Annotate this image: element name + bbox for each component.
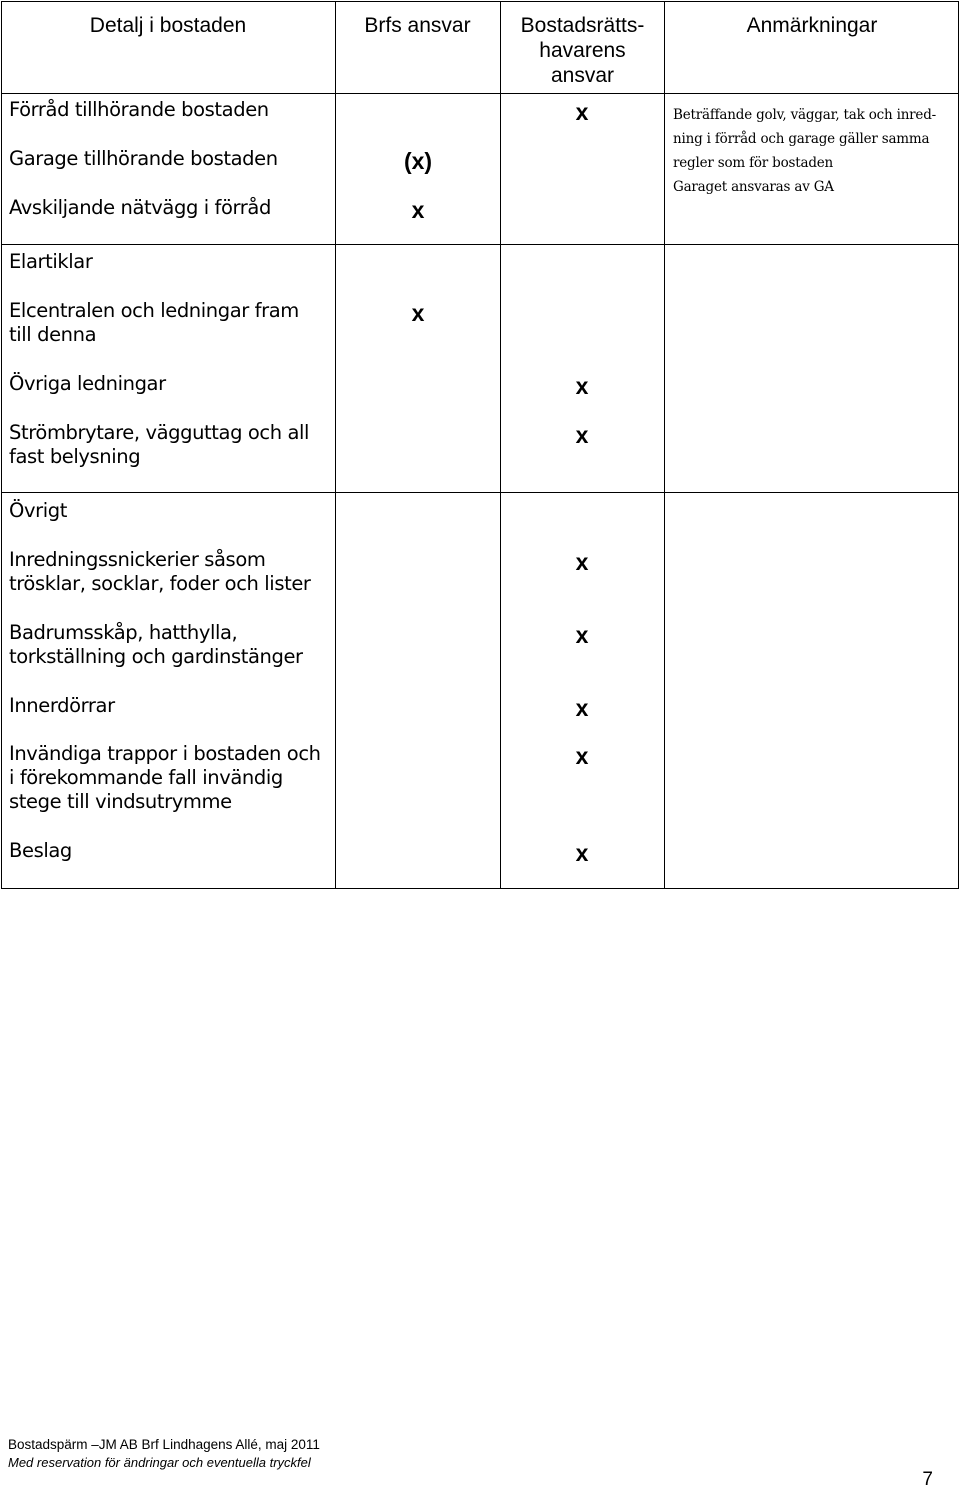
row-label-beslag: Beslag xyxy=(9,839,72,862)
row-label-line: i förekommande fall invändig xyxy=(9,766,283,789)
note-line: ning i förråd och garage gäller samma xyxy=(673,131,930,147)
table-border-top xyxy=(1,1,959,2)
section-heading-elartiklar: Elartiklar xyxy=(9,250,93,273)
row-label-elcentral xyxy=(9,299,329,347)
table-border-right xyxy=(958,1,959,889)
note-text xyxy=(673,103,953,199)
row-label-innerdorrar: Innerdörrar xyxy=(9,694,115,717)
row-label-line: Strömbrytare, vägguttag och all xyxy=(9,421,310,444)
row-label-garage: Garage tillhörande bostaden xyxy=(9,147,278,170)
section-heading-ovrigt: Övrigt xyxy=(9,499,67,522)
row-label-line: Invändiga trappor i bostaden och xyxy=(9,742,321,765)
owner-mark-innerdorrar: x xyxy=(575,695,589,721)
section-divider xyxy=(1,492,959,493)
owner-mark-ovriga-ledningar: x xyxy=(575,373,589,399)
note-line: Garaget ansvaras av GA xyxy=(673,179,834,195)
header-notes: Anmärkningar xyxy=(746,14,878,37)
header-owner-line: havarens xyxy=(539,39,626,62)
brf-mark-garage: (x) xyxy=(403,148,433,174)
footer-disclaimer: Med reservation för ändringar och eventuella tryckfel xyxy=(8,1455,311,1470)
brf-mark-natvagg: x xyxy=(411,197,425,223)
note-line: regler som för bostaden xyxy=(673,155,834,171)
row-label-trappor xyxy=(9,742,329,814)
row-label-line: till denna xyxy=(9,323,97,346)
row-label-natvagg: Avskiljande nätvägg i förråd xyxy=(9,196,271,219)
header-owner xyxy=(501,13,664,88)
owner-mark-trappor: x xyxy=(575,743,589,769)
row-label-strombrytare xyxy=(9,421,329,469)
row-label-line: Badrumsskåp, hatthylla, xyxy=(9,621,238,644)
page-number: 7 xyxy=(922,1469,933,1490)
row-label-ovriga-ledningar: Övriga ledningar xyxy=(9,372,166,395)
table-border-left xyxy=(1,1,2,889)
column-divider xyxy=(335,1,336,889)
row-label-line: Elcentralen och ledningar fram xyxy=(9,299,299,322)
note-line: Beträffande golv, väggar, tak och inred- xyxy=(673,107,937,123)
owner-mark-beslag: x xyxy=(575,840,589,866)
row-label-forrad: Förråd tillhörande bostaden xyxy=(9,98,269,121)
column-divider xyxy=(664,1,665,889)
owner-mark-strombrytare: x xyxy=(575,422,589,448)
table-border-bottom xyxy=(1,888,959,889)
header-brf: Brfs ansvar xyxy=(364,14,471,37)
row-label-line: stege till vindsutrymme xyxy=(9,790,232,813)
owner-mark-forrad: x xyxy=(575,99,589,125)
footer-document-title: Bostadspärm –JM AB Brf Lindhagens Allé, maj 2011 xyxy=(8,1437,320,1452)
header-divider xyxy=(1,93,959,94)
column-divider xyxy=(500,1,501,889)
brf-mark-elcentral: x xyxy=(411,300,425,326)
row-label-line: trösklar, socklar, foder och lister xyxy=(9,572,311,595)
header-owner-line: ansvar xyxy=(550,64,615,87)
row-label-line: Inredningssnickerier såsom xyxy=(9,548,266,571)
responsibility-table xyxy=(1,1,959,889)
header-detail: Detalj i bostaden xyxy=(89,14,247,37)
owner-mark-badrum: x xyxy=(575,622,589,648)
row-label-badrum xyxy=(9,621,329,669)
row-label-snickerier xyxy=(9,548,329,596)
row-label-line: fast belysning xyxy=(9,445,141,468)
header-owner-line: Bostadsrätts- xyxy=(520,14,645,37)
row-label-line: torkställning och gardinstänger xyxy=(9,645,303,668)
section-divider xyxy=(1,244,959,245)
owner-mark-snickerier: x xyxy=(575,549,589,575)
